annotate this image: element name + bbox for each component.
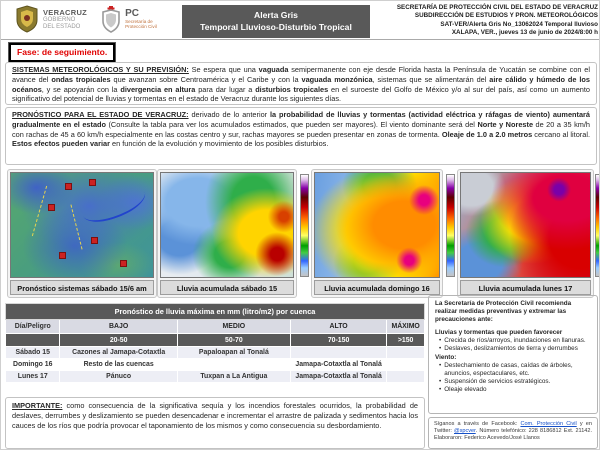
range-cell: >150 [387, 334, 425, 347]
table-title-row [6, 304, 425, 320]
cold-front-line [79, 180, 150, 227]
list-item-text: Destechamiento de casas, caídas de árboles, anuncios, espectaculares, etc. [444, 362, 573, 378]
precipitation-colorbar [446, 174, 455, 277]
storm-symbol-icon [91, 237, 98, 244]
basin-cell: Jamapa-Cotaxtla al Tonalá [290, 371, 386, 383]
day-cell: Domingo 16 [6, 359, 60, 371]
importante-paragraph: IMPORTANTE: como consecuencia de la significativa sequía y los incendios forestales ocurridos, la probabilidad de deslaves, derrumbes y deslizamiento se pueden desencadenar e incrementar el arrastre de palizada y sedimentos hacia los cauces de los ríos que podría provocar el taponamiento de los mismos y como consecuencia su desbordamiento. [12, 401, 418, 430]
pc-logo-text [125, 9, 157, 30]
storm-symbol-icon [59, 252, 66, 259]
list-item [435, 362, 591, 378]
pc-logo-title: PC [125, 7, 139, 19]
map-caption: Lluvia acumulada lunes 17 [460, 280, 591, 295]
map-figure-sistemas [7, 169, 157, 298]
range-cell: 50-70 [177, 334, 290, 347]
section-sistemas [5, 62, 597, 105]
map-figure-lunes [457, 169, 594, 298]
basin-cell: Pánuco [60, 371, 177, 383]
table-row [6, 371, 425, 383]
basin-cell: Tuxpan a La Antigua [177, 371, 290, 383]
basin-cell [177, 359, 290, 371]
org-line: SECRETARÍA DE PROTECCIÓN CIVIL DEL ESTADO DE VERACRUZ [396, 4, 598, 11]
storm-symbol-icon [65, 183, 72, 190]
table-range-row [6, 334, 425, 347]
basin-cell [387, 359, 425, 371]
basin-cell: Jamapa-Cotaxtla al Tonalá [290, 359, 386, 371]
veracruz-logo-sub1: GOBIERNO [43, 16, 76, 23]
rain-items-list [435, 337, 591, 353]
sistemas-paragraph: SISTEMAS METEOROLÓGICOS Y SU PREVISIÓN: Se espera que una vaguada semipermanente con eje desde Florida hasta la Península de Yucatán se combine con el avance del ondas tropicales que avanzan sobre Centroamérica y el Caribe y con la vaguada monzónica, sistemas que se alimentarán del aire cálido y húmedo de los océanos, y se apoyarán con la divergencia en altura para dar lugar a disturbios tropicales en el suroeste del Golfo de México y/o al sur del país, así como un aumento significativo del potencial de lluvias y tormentas en el estado de Veracruz durante los siguientes días. [12, 65, 591, 104]
header [1, 1, 600, 39]
list-item-text: Deslaves, deslizamientos de tierra y derrumbes [444, 345, 578, 353]
map-figure-domingo [311, 169, 443, 298]
list-item-text: Oleaje elevado [444, 386, 487, 394]
pc-logo [101, 6, 157, 33]
pc-logo-sub1: Secretaría de [125, 18, 153, 24]
systems-forecast-map-image [10, 172, 154, 278]
veracruz-logo [15, 5, 87, 33]
basin-cell [387, 371, 425, 383]
list-item-text: Crecida de ríos/arroyos, inundaciones en llanuras. [444, 337, 586, 345]
header-divider [1, 39, 600, 40]
basin-cell [387, 347, 425, 359]
storm-symbol-icon [120, 260, 127, 267]
table-title: Pronóstico de lluvia máxima en mm (litro/m2) por cuenca [6, 304, 425, 320]
org-line: SAT-VER/Alerta Gris No_13062024 Temporal lluvioso [440, 20, 598, 28]
precipitation-colorbar [595, 174, 600, 277]
recommendations-intro: La Secretaría de Protección Civil recomienda realizar medidas preventivas y extremar las precauciones ante: [435, 300, 572, 324]
trough-line [32, 186, 47, 236]
veracruz-logo-title: VERACRUZ [43, 7, 88, 17]
footer-link[interactable]: @spcver [454, 428, 476, 435]
column-header: BAJO [60, 320, 177, 334]
rain-accumulation-map-image [160, 172, 294, 278]
column-header: MEDIO [177, 320, 290, 334]
range-cell [6, 334, 60, 347]
pc-logo-sub2: Protección Civil [125, 24, 157, 29]
wind-heading: Viento: [435, 354, 457, 362]
table-row [6, 359, 425, 371]
list-item [435, 386, 591, 394]
map-figure-sabado [157, 169, 297, 298]
basin-cell: Cazones al Jamapa-Cotaxtla [60, 347, 177, 359]
alert-banner [182, 5, 370, 38]
pc-shield-icon [101, 6, 121, 33]
org-line: XALAPA, VER., jueves 13 de junio de 2024/8:00 h [451, 29, 598, 37]
alert-banner-subtitle: Temporal Lluvioso-Disturbio Tropical [200, 21, 352, 32]
column-header: Día/Peligro [6, 320, 60, 334]
bullet-icon: • [439, 362, 442, 370]
basin-cell: Resto de las cuencas [60, 359, 177, 371]
basin-cell [290, 347, 386, 359]
rain-forecast-table [5, 303, 425, 383]
column-header: MÁXIMO [387, 320, 425, 334]
map-caption: Lluvia acumulada domingo 16 [314, 280, 440, 295]
table-row [6, 347, 425, 359]
wind-items-list [435, 362, 591, 394]
storm-symbol-icon [89, 179, 96, 186]
org-line: SUBDIRECCIÓN DE ESTUDIOS Y PRON. METEOROLÓGICOS [414, 12, 598, 20]
column-header: ALTO [290, 320, 386, 334]
table-header-row [6, 320, 425, 334]
veracruz-logo-text [43, 8, 87, 31]
bullet-icon: • [439, 378, 442, 386]
bullet-icon: • [439, 345, 442, 353]
rain-accumulation-map-image [314, 172, 440, 278]
list-item [435, 378, 591, 386]
range-cell: 70-150 [290, 334, 386, 347]
list-item [435, 345, 591, 353]
pronostico-paragraph: PRONÓSTICO PARA EL ESTADO DE VERACRUZ: derivado de lo anterior la probabilidad de lluvias y tormentas (actividad eléctrica y ráfagas de viento) aumentará gradualmente en el estado (Consulte la tabla para ver los acumulados estimados, que pueden ser mayores). El viento dominante será del Norte y Noreste de 20 a 35 km/h con rachas de 45 a 60 km/h especialmente en las costas centro y sur, rachas mayores se pueden presentar en zonas de tormenta. Oleaje de 1.0 a 2.0 metros cercano al litoral. Estos efectos pueden variar en función de la evolución y movimiento de los posibles disturbios. [12, 110, 590, 149]
bullet-icon: • [439, 386, 442, 394]
day-cell: Sábado 15 [6, 347, 60, 359]
day-cell: Lunes 17 [6, 371, 60, 383]
section-importante [5, 397, 425, 449]
rain-heading: Lluvias y tormentas que pueden favorecer [435, 329, 563, 337]
veracruz-logo-sub2: DEL ESTADO [43, 23, 81, 30]
precipitation-colorbar [300, 174, 309, 277]
phase-badge: Fase: de seguimiento. [9, 43, 115, 62]
org-header [372, 4, 598, 37]
veracruz-crest-icon [15, 5, 39, 33]
footer-link[interactable]: Com. Protección Civil [520, 421, 577, 427]
map-caption: Pronóstico sistemas sábado 15/6 am [10, 280, 154, 295]
list-item [435, 337, 591, 345]
section-pronostico [5, 107, 597, 165]
recommendations-panel [428, 295, 598, 414]
basin-cell: Papaloapan al Tonalá [177, 347, 290, 359]
contact-footer: Síganos a través de Facebook: Com. Protección Civil y en Twitter: @spcver. Número telefónico: 228 8186812 Ext. 21142. Elaboraron: Federico Acevedo/José Llanos [428, 417, 598, 449]
range-cell: 20-50 [60, 334, 177, 347]
logo-group [15, 5, 157, 33]
map-caption: Lluvia acumulada sábado 15 [160, 280, 294, 295]
bullet-icon: • [439, 337, 442, 345]
rain-accumulation-map-image [460, 172, 591, 278]
alert-banner-title: Alerta Gris [254, 10, 298, 21]
storm-symbol-icon [48, 204, 55, 211]
list-item-text: Suspensión de servicios estratégicos. [444, 378, 551, 386]
